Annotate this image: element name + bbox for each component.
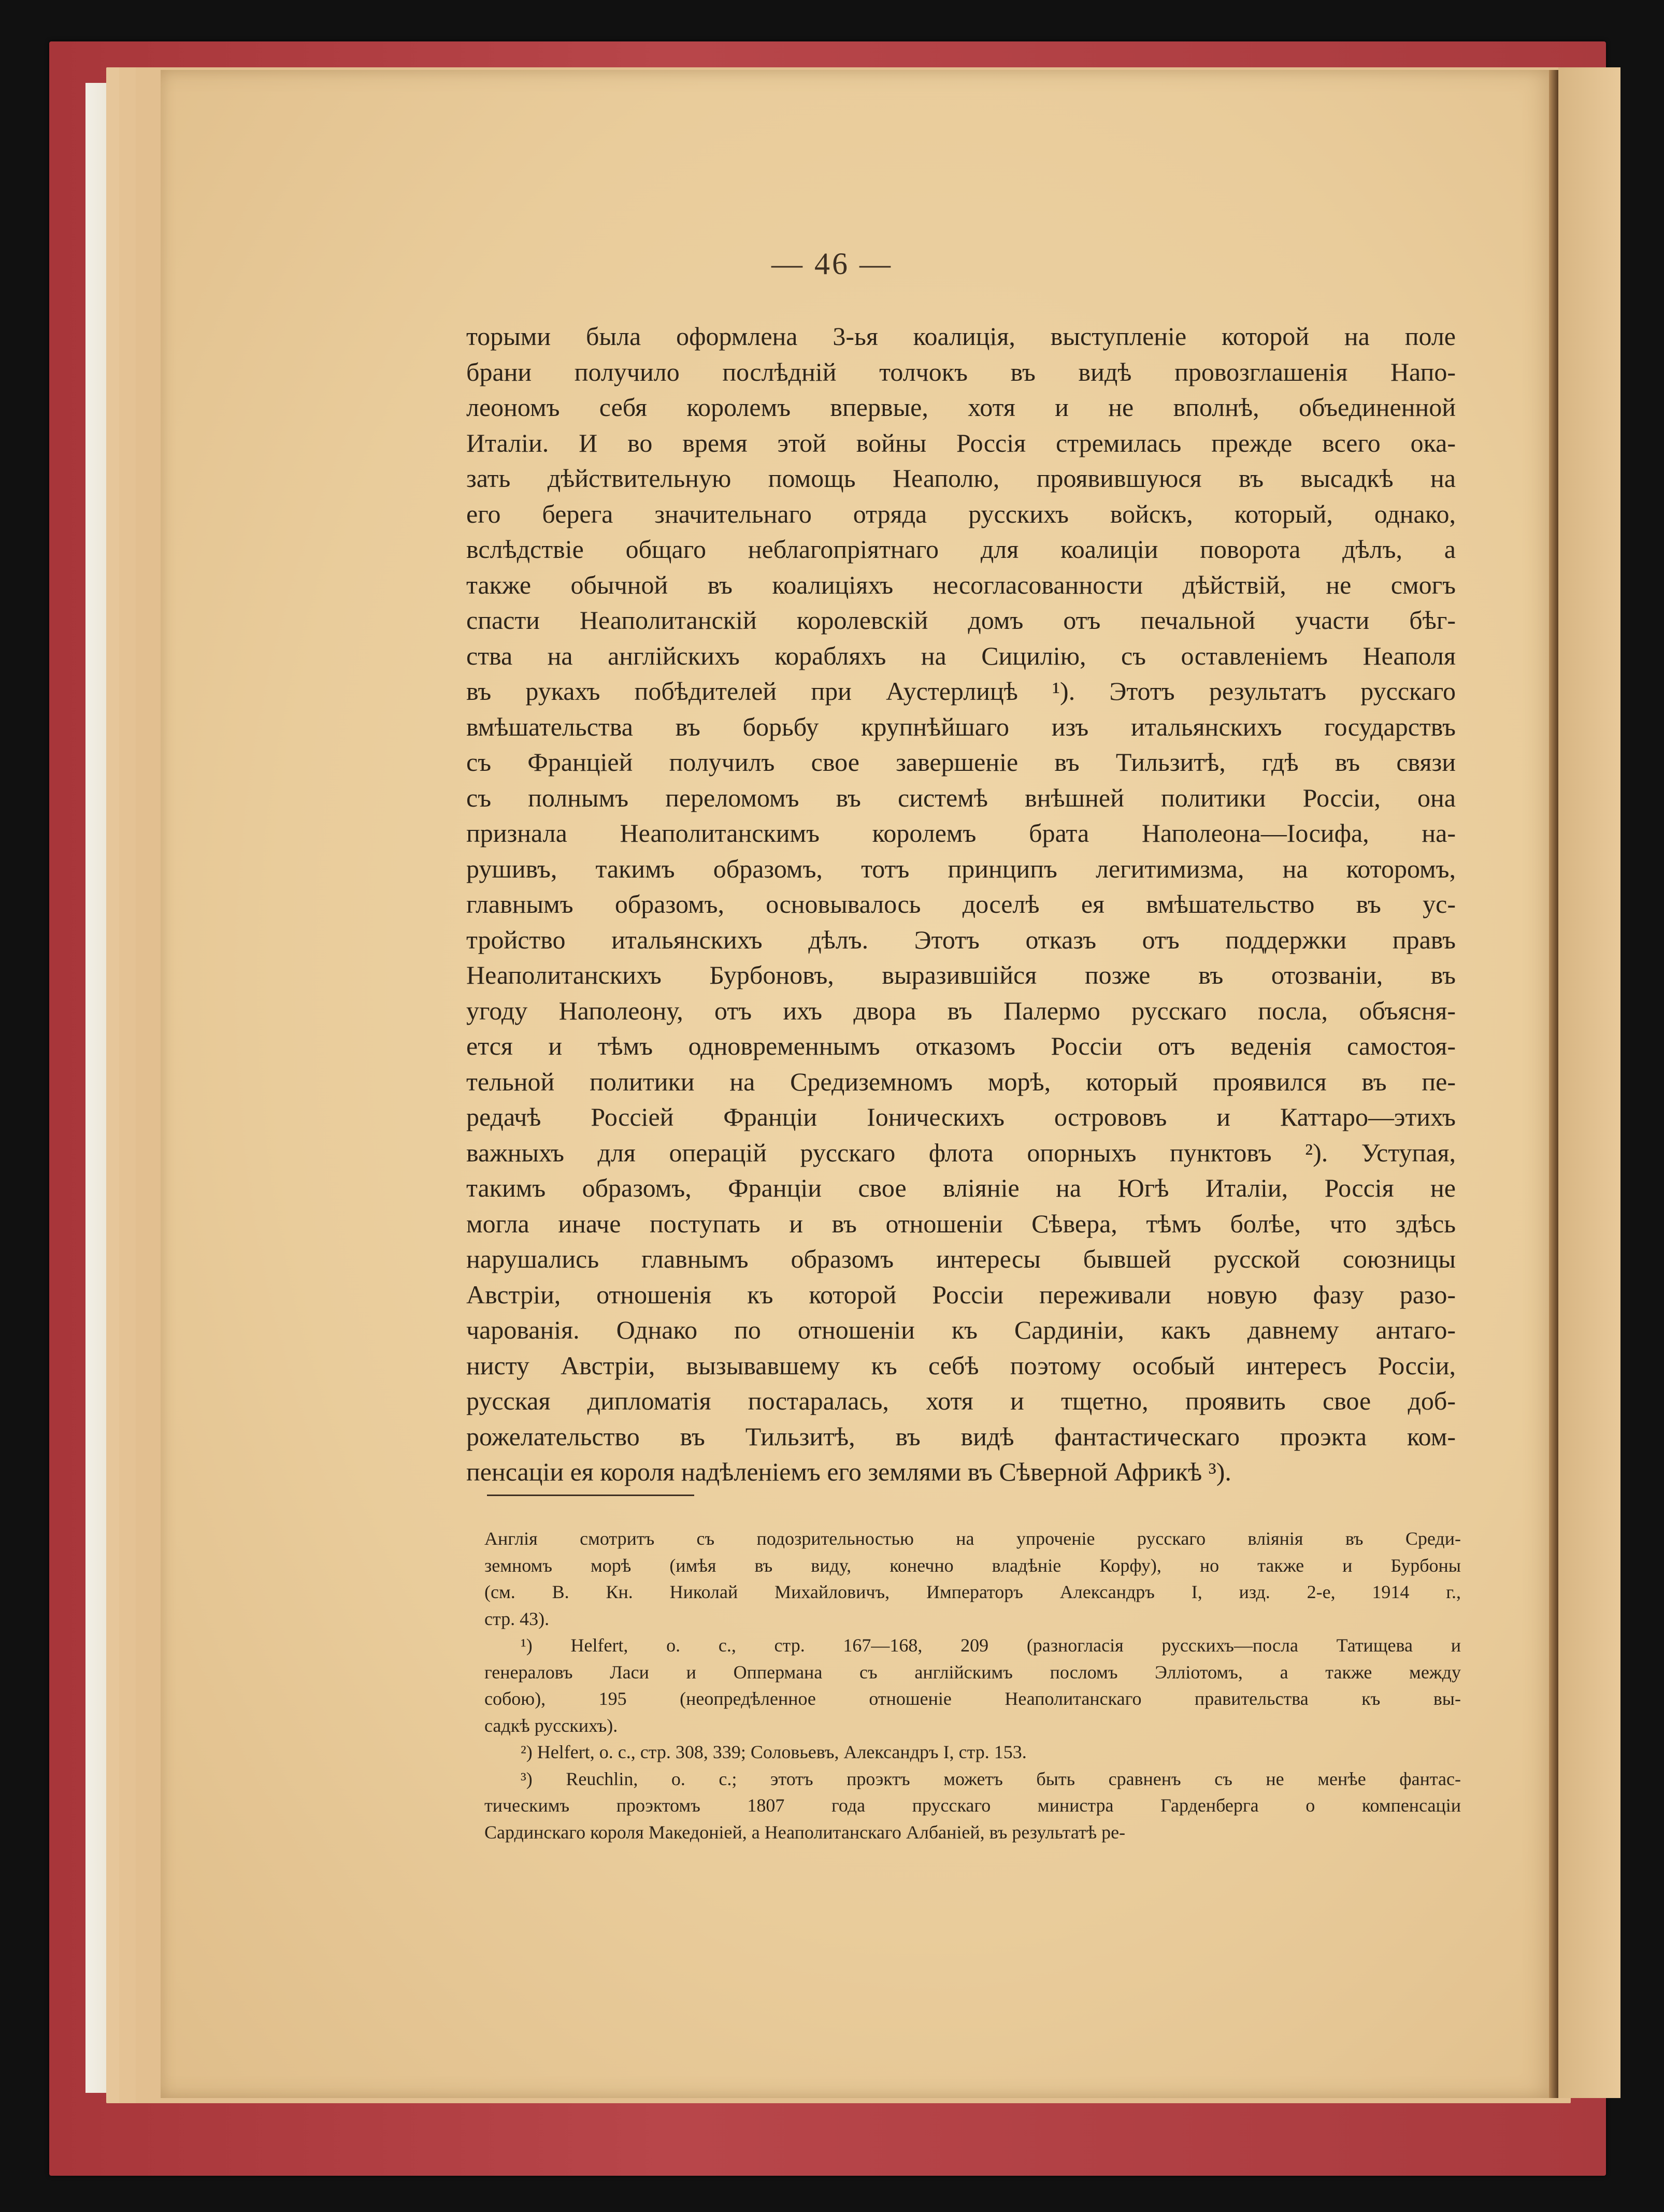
facing-page-edge bbox=[1558, 67, 1620, 2098]
text-line: такимъ образомъ, Франціи свое вліяніе на Югѣ Италіи, Россія не bbox=[466, 1173, 1456, 1202]
text-line: важныхъ для операцій русскаго флота опорныхъ пунктовъ ²). Уступая, bbox=[466, 1138, 1456, 1167]
book-gutter bbox=[1549, 70, 1558, 2098]
text-line: признала Неаполитанскимъ королемъ брата Наполеона—Іосифа, на- bbox=[466, 818, 1456, 848]
footnote-line: ¹) Helfert, o. c., стр. 167—168, 209 (разногласія русскихъ—посла Татищева и bbox=[521, 1635, 1461, 1656]
text-line: Италіи. И во время этой войны Россія стремилась прежде всего ока- bbox=[466, 428, 1456, 457]
text-line: русская дипломатія постаралась, хотя и тщетно, проявить свое доб- bbox=[466, 1386, 1456, 1415]
body-text bbox=[466, 319, 1456, 1490]
text-line: вслѣдствіе общаго неблагопріятнаго для коалиціи поворота дѣлъ, а bbox=[466, 535, 1456, 564]
text-line: могла иначе поступать и въ отношеніи Сѣвера, тѣмъ болѣе, что здѣсь bbox=[466, 1209, 1456, 1238]
text-line: также обычной въ коалиціяхъ несогласованности дѣйствій, не смогъ bbox=[466, 570, 1456, 599]
footnote-line: тическимъ проэктомъ 1807 года прусскаго министра Гарденберга о компенсаціи bbox=[484, 1795, 1461, 1816]
text-line: угоду Наполеону, отъ ихъ двора въ Палермо русскаго посла, объясня- bbox=[466, 996, 1456, 1025]
footnote-line: ³) Reuchlin, o. c.; этотъ проэктъ можетъ быть сравненъ съ не менѣе фантас- bbox=[521, 1768, 1461, 1789]
text-line: нарушались главнымъ образомъ интересы бывшей русской союзницы bbox=[466, 1244, 1456, 1273]
footnote-line: генераловъ Ласи и Оппермана съ англійскимъ посломъ Эллiотомъ, а также между bbox=[484, 1661, 1461, 1683]
page-number: — 46 — bbox=[771, 247, 893, 281]
footnote-line: Англія смотритъ съ подозрительностью на упроченіе русскаго вліянія въ Среди- bbox=[484, 1528, 1461, 1549]
text-line: тельной политики на Средиземномъ морѣ, который проявился въ пе- bbox=[466, 1067, 1456, 1096]
footnote-divider bbox=[487, 1495, 694, 1496]
footnote-line: стр. 43). bbox=[484, 1608, 550, 1629]
text-line: тройство итальянскихъ дѣлъ. Этотъ отказъ отъ поддержки правъ bbox=[466, 925, 1456, 954]
footnote-line: ²) Helfert, o. c., стр. 308, 339; Соловьевъ, Александръ I, стр. 153. bbox=[521, 1742, 1027, 1762]
text-line: пенсаціи ея короля надѣленіемъ его землями въ Сѣверной Африкѣ ³). bbox=[466, 1457, 1231, 1486]
text-line: съ полнымъ переломомъ въ системѣ внѣшней политики Россіи, она bbox=[466, 783, 1456, 812]
text-line: ется и тѣмъ одновременнымъ отказомъ Россіи отъ веденія самостоя- bbox=[466, 1031, 1456, 1060]
text-line: брани получило послѣдній толчокъ въ видѣ провозглашенія Напо- bbox=[466, 357, 1456, 386]
text-line: торыми была оформлена 3-ья коалиція, выступленіе которой на поле bbox=[466, 322, 1456, 351]
footnote-line: Сардинскаго короля Македоніей, а Неаполитанскаго Албаніей, въ результатѣ ре- bbox=[484, 1821, 1126, 1843]
text-line: спасти Неаполитанскій королевскій домъ отъ печальной участи бѣг- bbox=[466, 606, 1456, 635]
text-line: въ рукахъ побѣдителей при Аустерлицѣ ¹). Этотъ результатъ русскаго bbox=[466, 677, 1456, 706]
footnote-line: садкѣ русскихъ). bbox=[484, 1715, 618, 1736]
text-line: редачѣ Россіей Франціи Іоническихъ острововъ и Каттаро—этихъ bbox=[466, 1102, 1456, 1131]
text-line: его берега значительнаго отряда русскихъ войскъ, который, однако, bbox=[466, 499, 1456, 528]
text-line: Неаполитанскихъ Бурбоновъ, выразившійся позже въ отозваніи, въ bbox=[466, 960, 1456, 989]
footnote-line: (см. В. Кн. Николай Михайловичъ, Императоръ Александръ I, изд. 2-е, 1914 г., bbox=[484, 1582, 1461, 1602]
text-line: рожелательство въ Тильзитѣ, въ видѣ фантастическаго проэкта ком- bbox=[466, 1421, 1456, 1451]
text-line: съ Франціей получилъ свое завершеніе въ Тильзитѣ, гдѣ въ связи bbox=[466, 748, 1456, 777]
footnotes bbox=[484, 1526, 1461, 1846]
text-line: рушивъ, такимъ образомъ, тотъ принципъ легитимизма, на которомъ, bbox=[466, 854, 1456, 883]
footnote-line: земномъ морѣ (имѣя въ виду, конечно владѣніе Корфу), но также и Бурбоны bbox=[484, 1555, 1461, 1576]
text-line: леономъ себя королемъ впервые, хотя и не вполнѣ, объединенной bbox=[466, 393, 1456, 422]
text-line: главнымъ образомъ, основывалось доселѣ ея вмѣшательство въ ус- bbox=[466, 889, 1456, 918]
text-line: зать дѣйствительную помощь Неаполю, проявившуюся въ высадкѣ на bbox=[466, 464, 1456, 493]
text-line: вмѣшательства въ борьбу крупнѣйшаго изъ итальянскихъ государствъ bbox=[466, 712, 1456, 741]
footnote-line: собою), 195 (неопредѣленное отношеніе Неаполитанскаго правительства къ вы- bbox=[484, 1688, 1461, 1709]
text-line: Австріи, отношенія къ которой Россіи переживали новую фазу разо- bbox=[466, 1280, 1456, 1309]
text-line: чарованія. Однако по отношеніи къ Сардиніи, какъ давнему антаго- bbox=[466, 1315, 1456, 1344]
text-line: нисту Австріи, вызывавшему къ себѣ поэтому особый интересъ Россіи, bbox=[466, 1351, 1456, 1380]
text-line: ства на англійскихъ корабляхъ на Сицилію, съ оставленіемъ Неаполя bbox=[466, 641, 1456, 670]
